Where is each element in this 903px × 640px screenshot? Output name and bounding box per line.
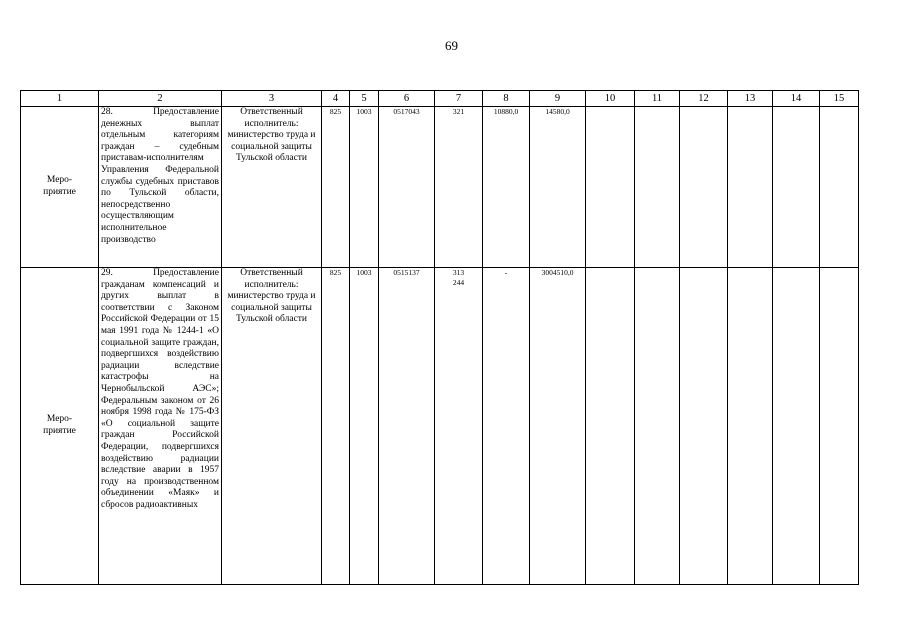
column-header: 15	[820, 91, 859, 107]
column-header: 13	[728, 91, 773, 107]
target-article-cell: 0515137	[379, 268, 435, 585]
row-type-line: Меро-	[46, 414, 73, 425]
section-code-cell: 1003	[350, 268, 379, 585]
column-header: 7	[435, 91, 483, 107]
empty-cell	[820, 268, 859, 585]
target-article-cell: 0517043	[379, 107, 435, 268]
column-header: 2	[99, 91, 222, 107]
amount-cell: 14580,0	[530, 107, 586, 268]
responsible-cell: Ответственный исполнитель: министерство труда и социальной защиты Тульской области	[222, 268, 322, 585]
amount-cell: 10880,0	[483, 107, 530, 268]
measure-name-cell: 28. Предоставление денежных выплат отдельным категориям граждан – судебным приставам-исполнителям Управления Федеральной службы судебных приставов по Тульской области, непосредственно осуществляющим исполнительное производство	[99, 107, 222, 268]
empty-cell	[586, 107, 635, 268]
column-header: 8	[483, 91, 530, 107]
amount-cell: 3004510,0	[530, 268, 586, 585]
column-header: 1	[21, 91, 99, 107]
column-header: 11	[635, 91, 680, 107]
empty-cell	[680, 268, 728, 585]
row-type-cell	[21, 268, 99, 585]
page-number: 69	[445, 38, 458, 53]
empty-cell	[820, 107, 859, 268]
row-type-line: приятие	[43, 426, 76, 436]
empty-cell	[680, 107, 728, 268]
empty-cell	[728, 268, 773, 585]
grbs-code-cell: 825	[322, 268, 350, 585]
header-row	[21, 91, 859, 107]
empty-cell	[635, 268, 680, 585]
table-row	[21, 107, 859, 268]
column-header: 10	[586, 91, 635, 107]
column-header: 6	[379, 91, 435, 107]
empty-cell	[773, 107, 820, 268]
row-type-line: Меро-	[46, 175, 73, 186]
empty-cell	[773, 268, 820, 585]
column-header: 12	[680, 91, 728, 107]
expense-type-cell	[435, 107, 483, 268]
section-code-cell: 1003	[350, 107, 379, 268]
budget-table	[20, 90, 859, 585]
measure-name-cell: 29. Предоставление гражданам компенсаций и других выплат в соответствии с Законом Российской Федерации от 15 мая 1991 года № 1244-1 «О социальной защите граждан, подвергшихся воздействию радиации вследствие катастрофы на Чернобыльской АЭС»; Федеральным законом от 26 ноября 1998 года № 175-ФЗ «О социальной защите граждан Российской Федерации, подвергшихся воздействию радиации вследствие аварии в 1957 году на производственном объединении «Маяк» и сбросов радиоактивных	[99, 268, 222, 585]
table-row	[21, 268, 859, 585]
row-type-line: приятие	[43, 187, 76, 197]
column-header: 4	[322, 91, 350, 107]
column-header: 9	[530, 91, 586, 107]
expense-type-value: 313	[452, 268, 465, 277]
column-header: 14	[773, 91, 820, 107]
empty-cell	[586, 268, 635, 585]
responsible-cell: Ответственный исполнитель: министерство труда и социальной защиты Тульской области	[222, 107, 322, 268]
expense-type-value: 321	[452, 107, 465, 116]
expense-type-cell	[435, 268, 483, 585]
expense-type-value: 244	[452, 277, 465, 287]
empty-cell	[635, 107, 680, 268]
empty-cell	[728, 107, 773, 268]
amount-cell: -	[483, 268, 530, 585]
grbs-code-cell: 825	[322, 107, 350, 268]
column-header: 5	[350, 91, 379, 107]
column-header: 3	[222, 91, 322, 107]
row-type-cell	[21, 107, 99, 268]
